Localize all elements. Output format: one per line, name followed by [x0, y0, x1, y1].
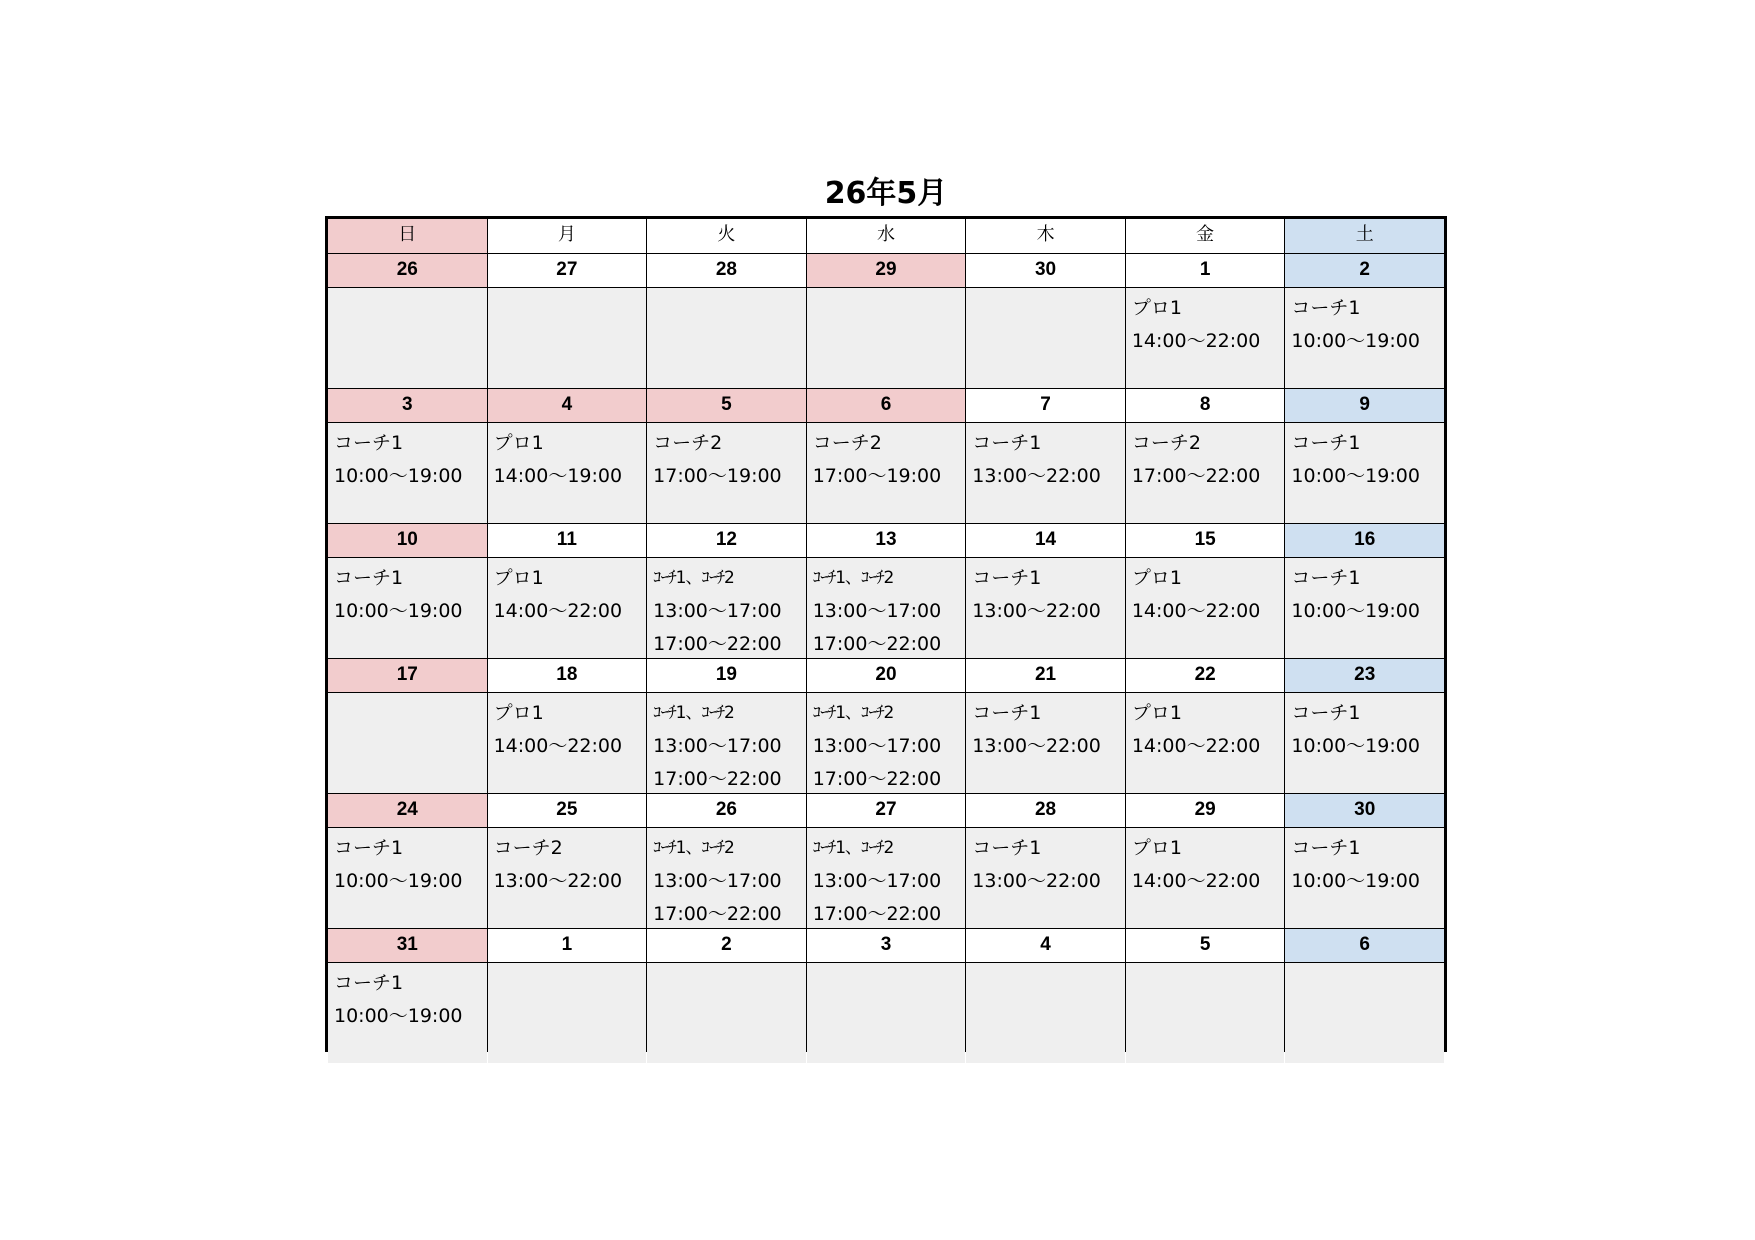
day-number: 12: [647, 524, 806, 557]
weekday-header: 水: [807, 219, 966, 253]
day-number: 24: [328, 794, 487, 827]
staff-name: コーチ1: [334, 432, 404, 454]
day-number: 3: [807, 929, 966, 962]
time-range: 14:00～22:00: [493, 600, 623, 622]
staff-name: ｺｰﾁ1、ｺｰﾁ2: [653, 838, 734, 858]
day-schedule: [647, 288, 806, 388]
day-number: 26: [647, 794, 806, 827]
weekday-header: 金: [1126, 219, 1285, 253]
staff-name: コーチ1: [972, 432, 1042, 454]
time-range: 13:00～22:00: [972, 600, 1101, 622]
day-number: 2: [1285, 254, 1444, 287]
day-number: 4: [966, 929, 1125, 962]
day-number: 1: [488, 929, 647, 962]
staff-name: コーチ1: [1291, 297, 1361, 319]
weekday-header: 月: [488, 219, 647, 253]
day-schedule: [328, 288, 487, 388]
day-number: 31: [328, 929, 487, 962]
day-number: 4: [488, 389, 647, 422]
day-number: 8: [1126, 389, 1285, 422]
day-schedule: [488, 423, 647, 523]
day-schedule: [807, 423, 966, 523]
day-number: 19: [647, 659, 806, 692]
time-range: 13:00～17:00: [812, 600, 942, 622]
staff-name: コーチ1: [1291, 432, 1361, 454]
staff-name: ｺｰﾁ1、ｺｰﾁ2: [812, 838, 894, 858]
time-range: 13:00～22:00: [972, 465, 1101, 487]
day-schedule: [1285, 558, 1444, 658]
day-number: 15: [1126, 524, 1285, 557]
day-schedule: [328, 558, 487, 658]
time-range: 10:00～19:00: [1291, 330, 1420, 352]
day-schedule: [966, 558, 1125, 658]
calendar-grid: [325, 216, 1447, 1052]
time-range: 14:00～19:00: [493, 465, 623, 487]
day-schedule: [807, 558, 966, 658]
staff-name: プロ1: [493, 702, 544, 724]
time-range: 17:00～22:00: [653, 903, 782, 925]
time-range: 17:00～19:00: [812, 465, 942, 487]
day-schedule: [966, 423, 1125, 523]
time-range: 17:00～22:00: [812, 903, 942, 925]
time-range: 17:00～22:00: [653, 768, 782, 790]
staff-name: ｺｰﾁ1、ｺｰﾁ2: [812, 703, 894, 723]
day-number: 7: [966, 389, 1125, 422]
staff-name: コーチ1: [334, 972, 404, 994]
day-schedule: [1126, 288, 1285, 388]
day-schedule: [807, 693, 966, 793]
day-number: 29: [807, 254, 966, 287]
day-schedule: [488, 288, 647, 388]
time-range: 13:00～17:00: [812, 735, 942, 757]
time-range: 17:00～22:00: [653, 633, 782, 655]
day-number: 14: [966, 524, 1125, 557]
day-number: 17: [328, 659, 487, 692]
day-schedule: [1126, 558, 1285, 658]
day-schedule: [488, 963, 647, 1063]
day-schedule: [488, 693, 647, 793]
staff-name: コーチ1: [972, 837, 1042, 859]
staff-name: プロ1: [493, 432, 544, 454]
staff-name: コーチ2: [812, 432, 882, 454]
calendar-title: 26年5月: [824, 176, 948, 211]
day-number: 20: [807, 659, 966, 692]
time-range: 13:00～17:00: [653, 600, 782, 622]
time-range: 10:00～19:00: [1291, 465, 1420, 487]
weekday-header: 火: [647, 219, 806, 253]
day-schedule: [647, 423, 806, 523]
time-range: 13:00～17:00: [653, 735, 782, 757]
day-number: 30: [966, 254, 1125, 287]
time-range: 10:00～19:00: [1291, 600, 1420, 622]
time-range: 10:00～19:00: [334, 600, 463, 622]
day-schedule: [807, 963, 966, 1063]
day-schedule: [1126, 423, 1285, 523]
day-number: 10: [328, 524, 487, 557]
time-range: 13:00～22:00: [493, 870, 623, 892]
day-number: 25: [488, 794, 647, 827]
day-number: 11: [488, 524, 647, 557]
day-schedule: [328, 963, 487, 1063]
staff-name: コーチ1: [972, 567, 1042, 589]
day-schedule: [647, 828, 806, 928]
staff-name: ｺｰﾁ1、ｺｰﾁ2: [812, 568, 894, 588]
day-number: 16: [1285, 524, 1444, 557]
staff-name: ｺｰﾁ1、ｺｰﾁ2: [653, 703, 734, 723]
day-schedule: [488, 558, 647, 658]
day-schedule: [328, 693, 487, 793]
day-number: 27: [488, 254, 647, 287]
staff-name: コーチ1: [1291, 702, 1361, 724]
time-range: 17:00～22:00: [812, 768, 942, 790]
staff-name: コーチ1: [1291, 837, 1361, 859]
time-range: 10:00～19:00: [334, 870, 463, 892]
time-range: 14:00～22:00: [1131, 735, 1261, 757]
staff-name: プロ1: [1131, 702, 1182, 724]
staff-name: コーチ2: [493, 837, 563, 859]
staff-name: コーチ2: [653, 432, 723, 454]
weekday-header: 木: [966, 219, 1125, 253]
time-range: 13:00～17:00: [812, 870, 942, 892]
staff-name: プロ1: [1131, 567, 1182, 589]
staff-name: コーチ1: [334, 837, 404, 859]
time-range: 14:00～22:00: [493, 735, 623, 757]
day-schedule: [1285, 693, 1444, 793]
day-number: 28: [966, 794, 1125, 827]
time-range: 14:00～22:00: [1131, 330, 1261, 352]
day-number: 6: [1285, 929, 1444, 962]
day-schedule: [807, 828, 966, 928]
day-schedule: [647, 963, 806, 1063]
day-schedule: [1126, 963, 1285, 1063]
day-schedule: [488, 828, 647, 928]
day-schedule: [328, 828, 487, 928]
time-range: 10:00～19:00: [1291, 870, 1420, 892]
weekday-header: 土: [1285, 219, 1444, 253]
day-number: 3: [328, 389, 487, 422]
day-number: 26: [328, 254, 487, 287]
day-schedule: [1285, 828, 1444, 928]
time-range: 10:00～19:00: [334, 465, 463, 487]
staff-name: コーチ2: [1131, 432, 1201, 454]
staff-name: プロ1: [493, 567, 544, 589]
day-number: 27: [807, 794, 966, 827]
time-range: 10:00～19:00: [334, 1005, 463, 1027]
day-number: 18: [488, 659, 647, 692]
day-schedule: [647, 693, 806, 793]
staff-name: コーチ1: [334, 567, 404, 589]
day-number: 21: [966, 659, 1125, 692]
staff-name: プロ1: [1131, 297, 1182, 319]
staff-name: コーチ1: [972, 702, 1042, 724]
day-schedule: [807, 288, 966, 388]
day-number: 2: [647, 929, 806, 962]
day-number: 22: [1126, 659, 1285, 692]
day-schedule: [1285, 288, 1444, 388]
day-number: 29: [1126, 794, 1285, 827]
time-range: 17:00～22:00: [1131, 465, 1261, 487]
time-range: 14:00～22:00: [1131, 600, 1261, 622]
day-schedule: [1126, 828, 1285, 928]
day-schedule: [647, 558, 806, 658]
time-range: 14:00～22:00: [1131, 870, 1261, 892]
weekday-header: 日: [328, 219, 487, 253]
time-range: 17:00～19:00: [653, 465, 782, 487]
day-number: 30: [1285, 794, 1444, 827]
day-number: 9: [1285, 389, 1444, 422]
day-schedule: [966, 288, 1125, 388]
day-number: 28: [647, 254, 806, 287]
day-schedule: [328, 423, 487, 523]
day-number: 13: [807, 524, 966, 557]
day-number: 5: [647, 389, 806, 422]
day-number: 6: [807, 389, 966, 422]
staff-name: プロ1: [1131, 837, 1182, 859]
day-schedule: [966, 963, 1125, 1063]
time-range: 17:00～22:00: [812, 633, 942, 655]
time-range: 10:00～19:00: [1291, 735, 1420, 757]
staff-name: ｺｰﾁ1、ｺｰﾁ2: [653, 568, 734, 588]
day-number: 5: [1126, 929, 1285, 962]
day-number: 1: [1126, 254, 1285, 287]
staff-name: コーチ1: [1291, 567, 1361, 589]
day-schedule: [1285, 963, 1444, 1063]
time-range: 13:00～22:00: [972, 870, 1101, 892]
day-schedule: [1285, 423, 1444, 523]
time-range: 13:00～17:00: [653, 870, 782, 892]
day-schedule: [966, 828, 1125, 928]
day-schedule: [966, 693, 1125, 793]
day-number: 23: [1285, 659, 1444, 692]
day-schedule: [1126, 693, 1285, 793]
time-range: 13:00～22:00: [972, 735, 1101, 757]
